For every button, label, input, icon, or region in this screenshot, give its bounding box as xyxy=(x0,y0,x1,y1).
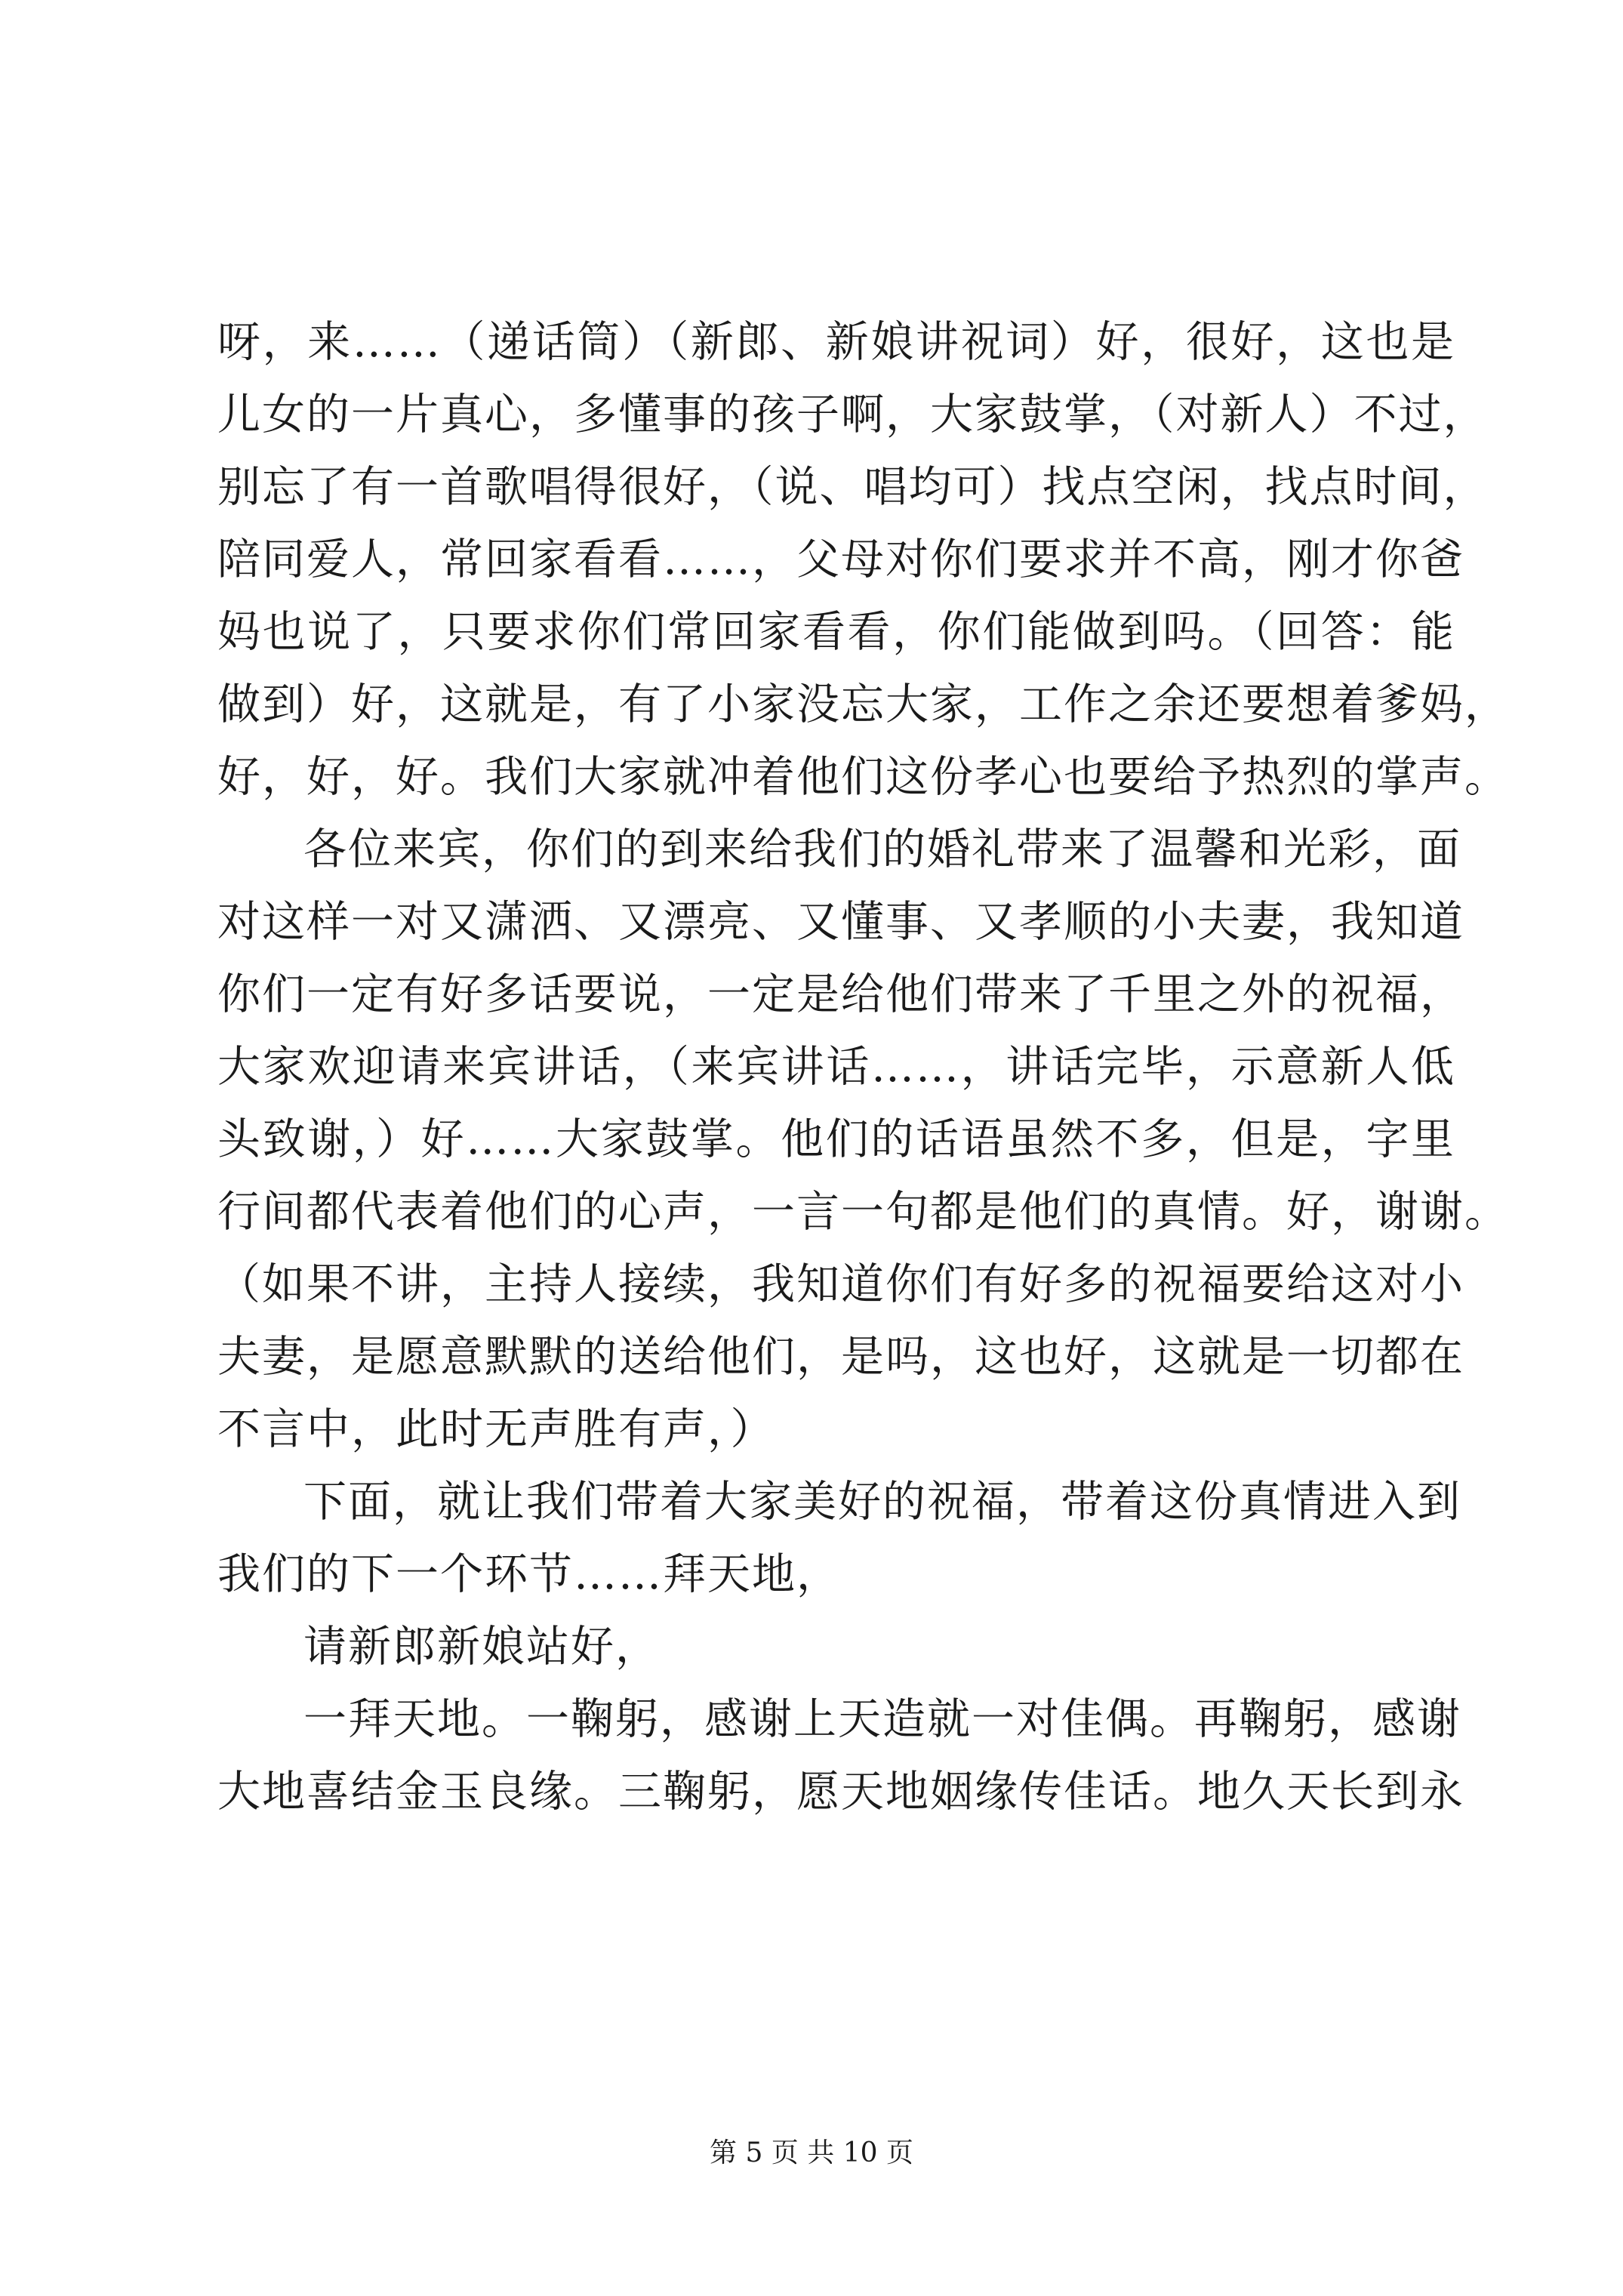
paragraph-line: 请新郎新娘站好， xyxy=(303,1622,660,1672)
text-line: 大地喜结金玉良缘。三鞠躬，愿天地姻缘传佳话。地久天长到永 xyxy=(217,1767,1464,1817)
page-footer xyxy=(0,2135,1623,2171)
text-line: 对这样一对又潇洒、又漂亮、又懂事、又孝顺的小夫妻，我知道 xyxy=(217,897,1464,947)
text-line: 别忘了有一首歌唱得很好，（说、唱均可）找点空闲，找点时间， xyxy=(217,462,1488,512)
text-line: 做到）好，这就是，有了小家没忘大家，工作之余还要想着爹妈， xyxy=(217,680,1509,729)
document-body xyxy=(217,306,1509,1828)
paragraph-end-line: 不言中，此时无声胜有声，） xyxy=(217,1404,775,1454)
paragraph-start-line: 下面，就让我们带着大家美好的祝福，带着这份真情进入到 xyxy=(303,1477,1461,1527)
page-number-label: 第 5 页 共 10 页 xyxy=(710,2137,913,2168)
paragraph-start-line: 各位来宾，你们的到来给我们的婚礼带来了温馨和光彩，面 xyxy=(303,824,1461,874)
text-line: 头致谢，）好……大家鼓掌。他们的话语虽然不多，但是，字里 xyxy=(217,1114,1455,1164)
paragraph-end-line: 我们的下一个环节……拜天地， xyxy=(217,1549,841,1599)
text-line: 呀，来……（递话筒）（新郎、新娘讲祝词）好，很好，这也是 xyxy=(217,317,1455,367)
text-line: 陪同爱人，常回家看看……，父母对你们要求并不高，刚才你爸 xyxy=(217,535,1464,584)
text-line: 妈也说了，只要求你们常回家看看，你们能做到吗。（回答：能 xyxy=(217,607,1455,657)
text-line: 行间都代表着他们的心声，一言一句都是他们的真情。好，谢谢。 xyxy=(217,1187,1509,1237)
text-line: 你们一定有好多话要说，一定是给他们带来了千里之外的祝福， xyxy=(217,969,1464,1019)
text-line: 儿女的一片真心，多懂事的孩子啊，大家鼓掌，（对新人）不过， xyxy=(217,390,1488,439)
text-line: 夫妻，是愿意默默的送给他们，是吗，这也好，这就是一切都在 xyxy=(217,1332,1464,1382)
text-line: 好，好，好。我们大家就冲着他们这份孝心也要给予热烈的掌声。 xyxy=(217,752,1509,802)
text-line: 大家欢迎请来宾讲话，（来宾讲话……，讲话完毕，示意新人低 xyxy=(217,1042,1455,1092)
paragraph-start-line: 一拜天地。一鞠躬，感谢上天造就一对佳偶。再鞠躬，感谢 xyxy=(303,1694,1461,1744)
text-line: （如果不讲，主持人接续，我知道你们有好多的祝福要给这对小 xyxy=(217,1259,1464,1309)
